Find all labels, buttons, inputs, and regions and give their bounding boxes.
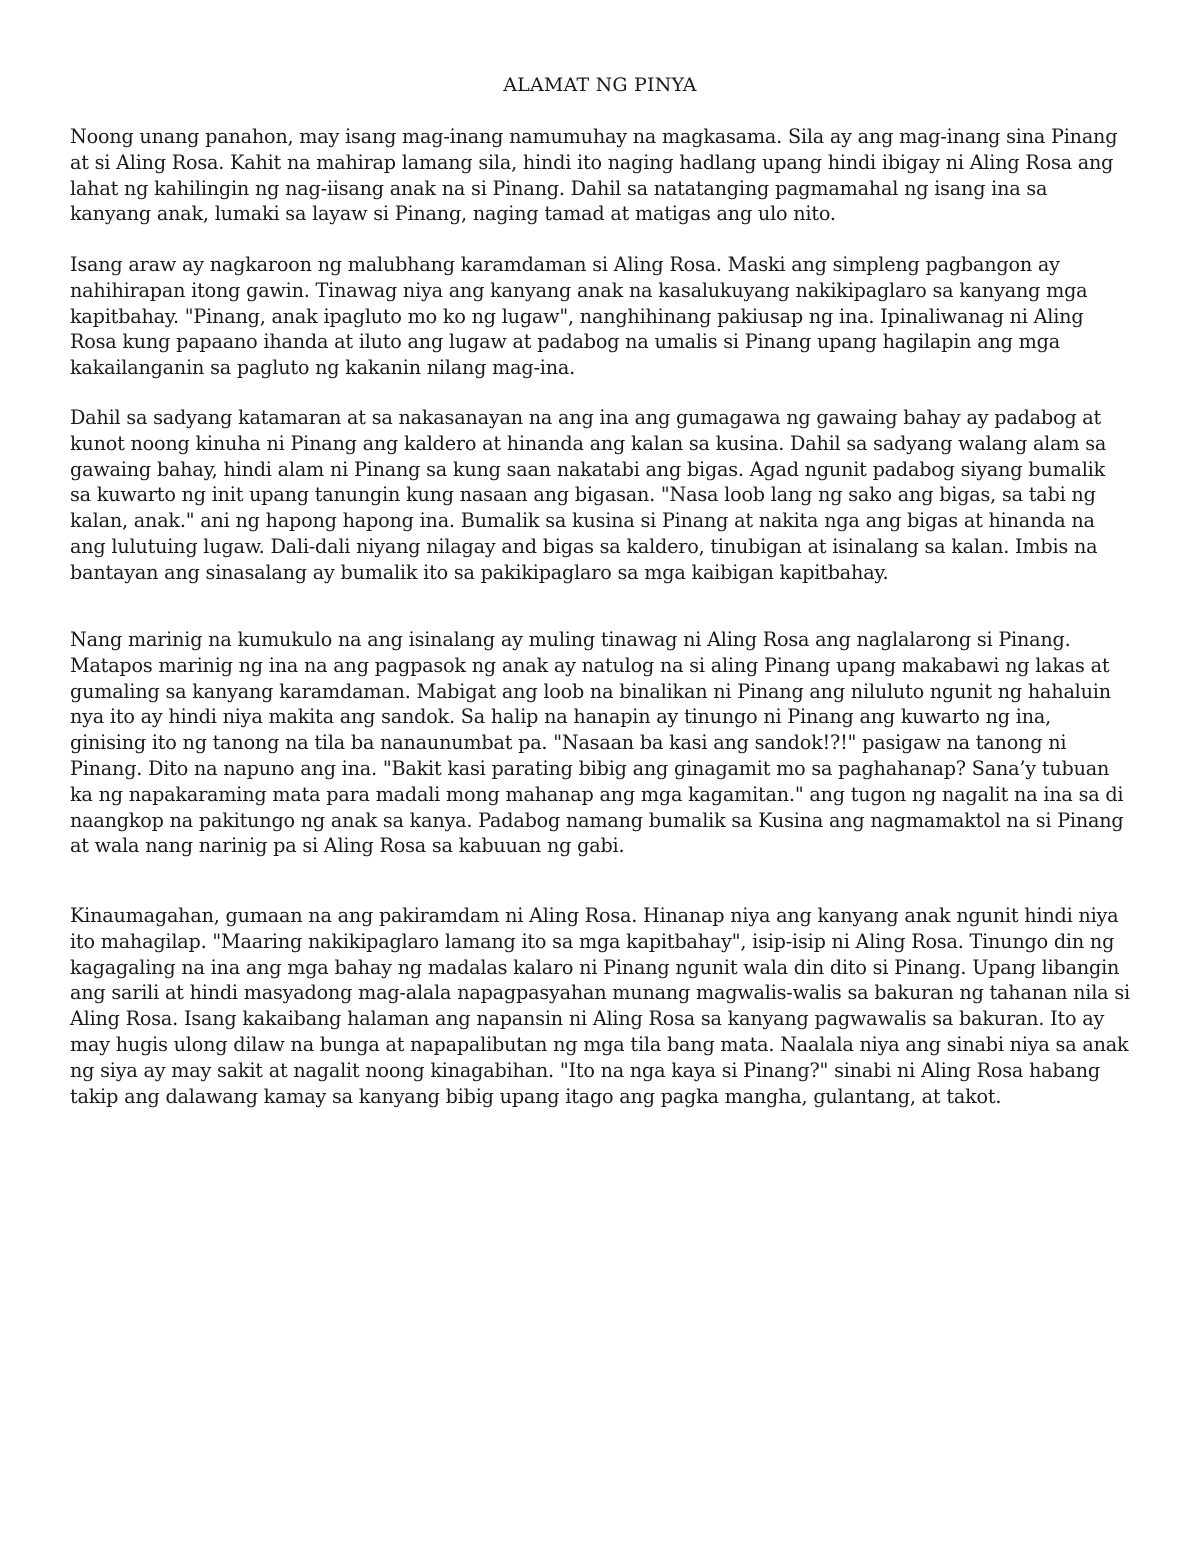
paragraph-4: Nang marinig na kumukulo na ang isinalang ay muling tinawag ni Aling Rosa ang naglalarong si Pinang. Matapos marinig ng ina na ang pagpasok ng anak ay natulog na si aling Pinang upang makabawi ng lakas at gumaling sa kanyang karamdaman. Mabigat ang loob na binalikan ni Pinang ang niluluto ngunit ng hahaluin nya ito ay hindi niya makita ang sandok. Sa halip na hanapin ay tinungo ni Pinang ang kuwarto ng ina, ginising ito ng tanong na tila ba nanaunumbat pa. "Nasaan ba kasi ang sandok!?!" pasigaw na tanong ni Pinang. Dito na napuno ang ina. "Bakit kasi parating bibig ang ginagamit mo sa paghahanap? Sana’y tubuan ka ng napakaraming mata para madali mong mahanap ang mga kagamitan." ang tugon ng nagalit na ina sa di naangkop na pakitungo ng anak sa kanya. Padabog namang bumalik sa Kusina ang nagmamaktol na si Pinang at wala nang narinig pa si Aling Rosa sa kabuuan ng gabi. [70, 628, 1124, 858]
paragraph-3: Dahil sa sadyang katamaran at sa nakasanayan na ang ina ang gumagawa ng gawaing bahay ay padabog at kunot noong kinuha ni Pinang ang kaldero at hinanda ang kalan sa kusina. Dahil sa sadyang walang alam sa gawaing bahay, hindi alam ni Pinang sa kung saan nakatabi ang bigas. Agad ngunit padabog siyang bumalik sa kuwarto ng init upang tanungin kung nasaan ang bigasan. "Nasa loob lang ng sako ang bigas, sa tabi ng kalan, anak." ani ng hapong hapong ina. Bumalik sa kusina si Pinang at nakita nga ang bigas at hinanda na ang lulutuing lugaw. Dali-dali niyang nilagay and bigas sa kaldero, tinubigan at isinalang sa kalan. Imbis na bantayan ang sinasalang ay bumalik ito sa pakikipaglaro sa mga kaibigan kapitbahay. [70, 406, 1107, 584]
paragraph-2: Isang araw ay nagkaroon ng malubhang karamdaman si Aling Rosa. Maski ang simpleng pagbangon ay nahihirapan itong gawin. Tinawag niya ang kanyang anak na kasalukuyang nakikipaglaro sa kanyang mga kapitbahay. "Pinang, anak ipagluto mo ko ng lugaw", nanghihinang pakiusap ng ina. Ipinaliwanag ni Aling Rosa kung papaano ihanda at iluto ang lugaw at padabog na umalis si Pinang upang hagilapin ang mga kakailanganin sa pagluto ng kakanin nilang mag-ina. [70, 253, 1088, 380]
paragraph-1: Noong unang panahon, may isang mag-inang namumuhay na magkasama. Sila ay ang mag-inang sina Pinang at si Aling Rosa. Kahit na mahirap lamang sila, hindi ito naging hadlang upang hindi ibigay ni Aling Rosa ang lahat ng kahilingin ng nag-iisang anak na si Pinang. Dahil sa natatanging pagmamahal ng isang ina sa kanyang anak, lumaki sa layaw si Pinang, naging tamad at matigas ang ulo nito. [70, 125, 1118, 226]
document-title: ALAMAT NG PINYA [503, 74, 697, 96]
paragraph-5: Kinaumagahan, gumaan na ang pakiramdam ni Aling Rosa. Hinanap niya ang kanyang anak ngunit hindi niya ito mahagilap. "Maaring nakikipaglaro lamang ito sa mga kapitbahay", isip-isip ni Aling Rosa. Tinungo din ng kagagaling na ina ang mga bahay ng madalas kalaro ni Pinang ngunit wala din dito si Pinang. Upang libangin ang sarili at hindi masyadong mag-alala napagpasyahan munang magwalis-walis sa bakuran ng tahanan nila si Aling Rosa. Isang kakaibang halaman ang napansin ni Aling Rosa sa kanyang pagwawalis sa bakuran. Ito ay may hugis ulong dilaw na bunga at napapalibutan ng mga tila bang mata. Naalala niya ang sinabi niya sa anak ng siya ay may sakit at nagalit noong kinagabihan. "Ito na nga kaya si Pinang?" sinabi ni Aling Rosa habang takip ang dalawang kamay sa kanyang bibig upang itago ang pagka mangha, gulantang, at takot. [70, 904, 1130, 1108]
